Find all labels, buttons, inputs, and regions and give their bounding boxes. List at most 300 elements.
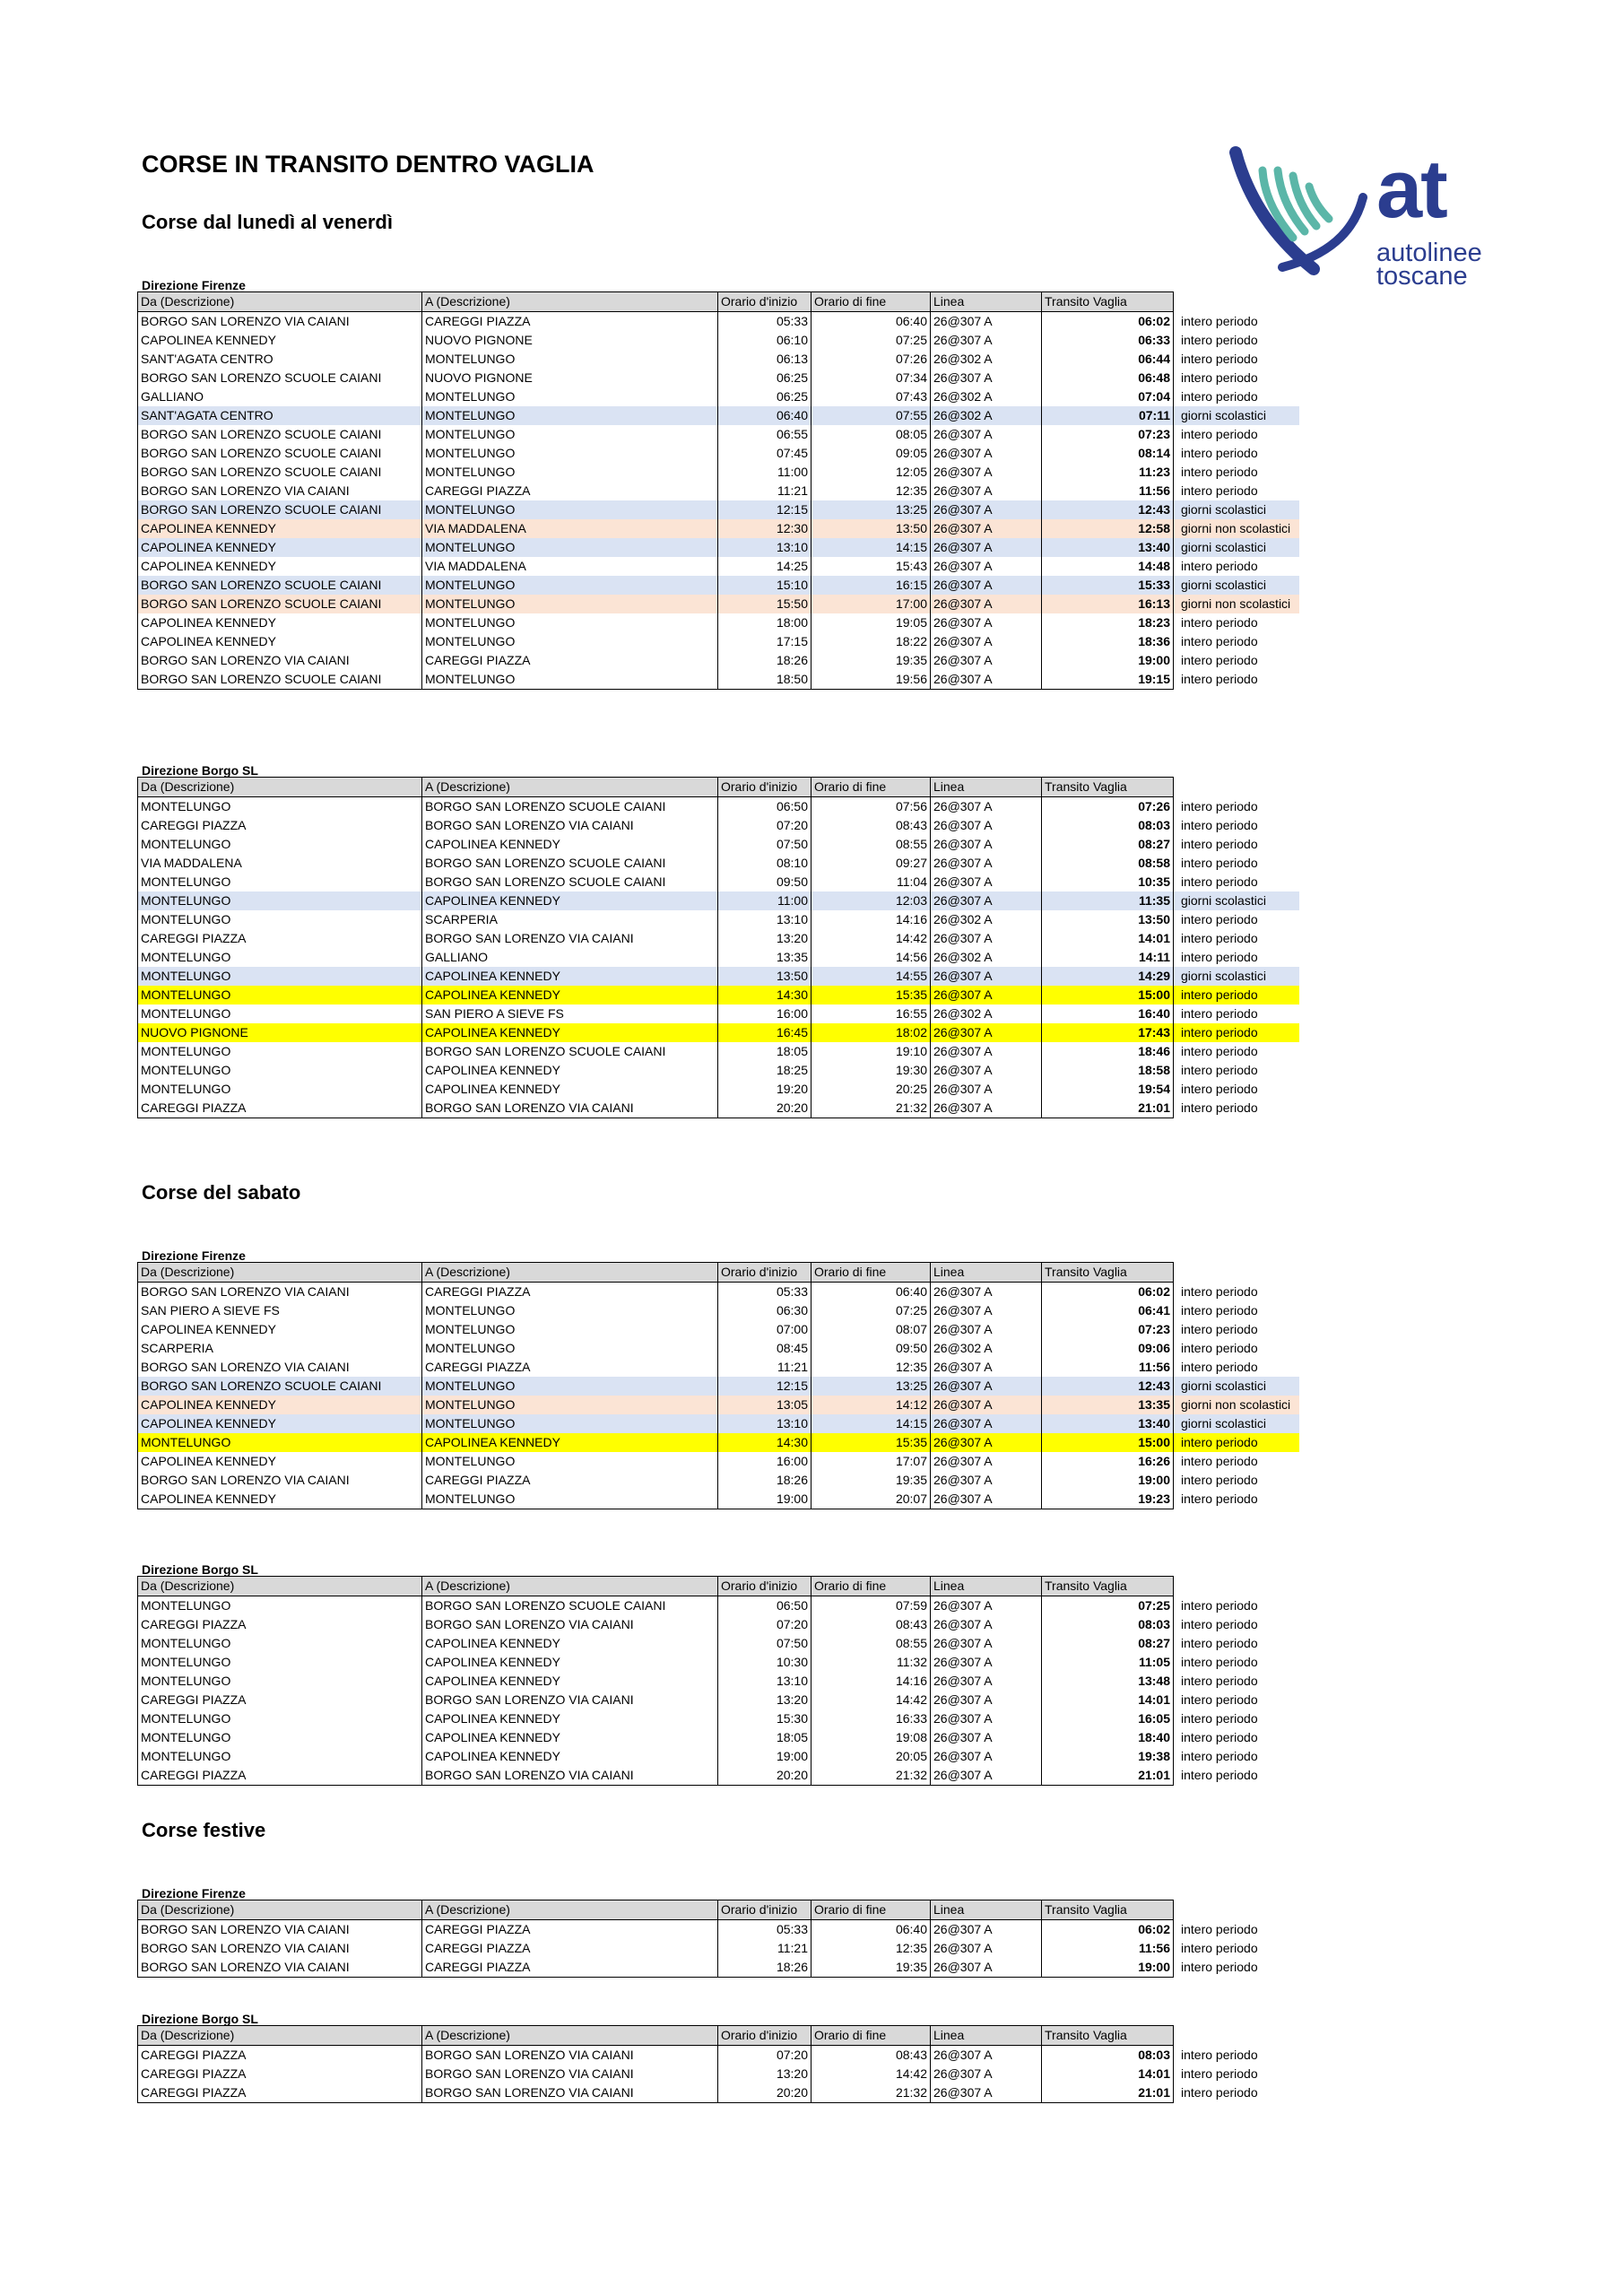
period-note: giorni scolastici bbox=[1174, 967, 1299, 986]
period-note: intero periodo bbox=[1181, 912, 1258, 926]
start-time-cell: 20:20 bbox=[718, 1099, 812, 1118]
to-cell: MONTELUNGO bbox=[422, 463, 718, 482]
end-time-cell: 14:42 bbox=[812, 1691, 931, 1709]
to-cell: CAPOLINEA KENNEDY bbox=[422, 1653, 718, 1672]
transit-time-cell: 19:00 bbox=[1042, 651, 1174, 670]
line-cell: 26@302 A bbox=[931, 948, 1042, 967]
transit-time-cell: 09:06 bbox=[1042, 1339, 1174, 1358]
transit-time-cell: 21:01 bbox=[1042, 2083, 1174, 2103]
start-time-cell: 17:15 bbox=[718, 632, 812, 651]
end-time-cell: 19:56 bbox=[812, 670, 931, 690]
from-cell: CAPOLINEA KENNEDY bbox=[138, 632, 422, 651]
table-row bbox=[138, 632, 1299, 651]
start-time-cell: 18:25 bbox=[718, 1061, 812, 1080]
line-cell: 26@307 A bbox=[931, 1653, 1042, 1672]
transit-time-cell: 08:27 bbox=[1042, 835, 1174, 854]
end-time-cell: 14:15 bbox=[812, 1414, 931, 1433]
end-time-cell: 08:07 bbox=[812, 1320, 931, 1339]
from-cell: CAREGGI PIAZZA bbox=[138, 2046, 422, 2066]
from-cell: CAREGGI PIAZZA bbox=[138, 1766, 422, 1786]
table-row bbox=[138, 482, 1299, 500]
from-cell: BORGO SAN LORENZO SCUOLE CAIANI bbox=[138, 670, 422, 690]
to-cell: CAPOLINEA KENNEDY bbox=[422, 891, 718, 910]
to-cell: CAPOLINEA KENNEDY bbox=[422, 1061, 718, 1080]
direction-label: Direzione Firenze bbox=[142, 1886, 246, 1900]
period-note: intero periodo bbox=[1181, 370, 1258, 385]
to-cell: SCARPERIA bbox=[422, 910, 718, 929]
table-row bbox=[138, 463, 1299, 482]
end-time-cell: 14:56 bbox=[812, 948, 931, 967]
to-cell: NUOVO PIGNONE bbox=[422, 331, 718, 350]
line-cell: 26@307 A bbox=[931, 1377, 1042, 1396]
end-time-cell: 13:25 bbox=[812, 500, 931, 519]
start-time-cell: 08:45 bbox=[718, 1339, 812, 1358]
column-header: Linea bbox=[931, 778, 1042, 797]
table-row bbox=[138, 557, 1299, 576]
column-header: Transito Vaglia bbox=[1042, 1577, 1174, 1596]
logo-line1: autolinee bbox=[1376, 239, 1482, 267]
period-note: intero periodo bbox=[1181, 1674, 1258, 1688]
from-cell: SAN PIERO A SIEVE FS bbox=[138, 1301, 422, 1320]
transit-time-cell: 14:01 bbox=[1042, 1691, 1174, 1709]
transit-time-cell: 07:04 bbox=[1042, 387, 1174, 406]
start-time-cell: 20:20 bbox=[718, 1766, 812, 1786]
end-time-cell: 09:50 bbox=[812, 1339, 931, 1358]
table-row bbox=[138, 1023, 1299, 1042]
timetable bbox=[137, 291, 1299, 690]
page-title: CORSE IN TRANSITO DENTRO VAGLIA bbox=[142, 151, 595, 178]
line-cell: 26@307 A bbox=[931, 1433, 1042, 1452]
table-row bbox=[138, 538, 1299, 557]
to-cell: MONTELUNGO bbox=[422, 444, 718, 463]
from-cell: CAPOLINEA KENNEDY bbox=[138, 538, 422, 557]
column-header: Orario d'inizio bbox=[718, 1900, 812, 1920]
transit-time-cell: 11:23 bbox=[1042, 463, 1174, 482]
line-cell: 26@307 A bbox=[931, 651, 1042, 670]
to-cell: BORGO SAN LORENZO VIA CAIANI bbox=[422, 2065, 718, 2083]
transit-time-cell: 08:03 bbox=[1042, 2046, 1174, 2066]
end-time-cell: 07:59 bbox=[812, 1596, 931, 1616]
to-cell: CAPOLINEA KENNEDY bbox=[422, 1433, 718, 1452]
transit-time-cell: 19:23 bbox=[1042, 1490, 1174, 1509]
transit-time-cell: 11:56 bbox=[1042, 1358, 1174, 1377]
table-row bbox=[138, 576, 1299, 595]
line-cell: 26@307 A bbox=[931, 576, 1042, 595]
transit-time-cell: 18:58 bbox=[1042, 1061, 1174, 1080]
table-row bbox=[138, 1709, 1299, 1728]
line-cell: 26@307 A bbox=[931, 1691, 1042, 1709]
start-time-cell: 18:00 bbox=[718, 613, 812, 632]
from-cell: MONTELUNGO bbox=[138, 835, 422, 854]
transit-time-cell: 08:14 bbox=[1042, 444, 1174, 463]
start-time-cell: 06:25 bbox=[718, 387, 812, 406]
table-row bbox=[138, 891, 1299, 910]
transit-time-cell: 12:43 bbox=[1042, 500, 1174, 519]
column-header: Da (Descrizione) bbox=[138, 778, 422, 797]
column-header: Da (Descrizione) bbox=[138, 2026, 422, 2046]
column-header: Orario d'inizio bbox=[718, 1577, 812, 1596]
header-spacer bbox=[1174, 1263, 1299, 1283]
to-cell: BORGO SAN LORENZO SCUOLE CAIANI bbox=[422, 873, 718, 891]
column-header: Linea bbox=[931, 1577, 1042, 1596]
from-cell: BORGO SAN LORENZO SCUOLE CAIANI bbox=[138, 576, 422, 595]
end-time-cell: 14:42 bbox=[812, 2065, 931, 2083]
table-row bbox=[138, 613, 1299, 632]
line-cell: 26@307 A bbox=[931, 482, 1042, 500]
start-time-cell: 07:20 bbox=[718, 816, 812, 835]
period-note: intero periodo bbox=[1181, 950, 1258, 964]
start-time-cell: 12:15 bbox=[718, 500, 812, 519]
column-header: Transito Vaglia bbox=[1042, 778, 1174, 797]
table-row bbox=[138, 967, 1299, 986]
column-header: Orario d'inizio bbox=[718, 2026, 812, 2046]
period-note: intero periodo bbox=[1181, 1082, 1258, 1096]
end-time-cell: 06:40 bbox=[812, 312, 931, 332]
to-cell: BORGO SAN LORENZO SCUOLE CAIANI bbox=[422, 1042, 718, 1061]
from-cell: BORGO SAN LORENZO SCUOLE CAIANI bbox=[138, 369, 422, 387]
table-row bbox=[138, 929, 1299, 948]
table-row bbox=[138, 797, 1299, 817]
period-note: intero periodo bbox=[1181, 446, 1258, 460]
end-time-cell: 07:56 bbox=[812, 797, 931, 817]
line-cell: 26@307 A bbox=[931, 1471, 1042, 1490]
transit-time-cell: 07:26 bbox=[1042, 797, 1174, 817]
line-cell: 26@307 A bbox=[931, 1283, 1042, 1302]
to-cell: BORGO SAN LORENZO VIA CAIANI bbox=[422, 2046, 718, 2066]
from-cell: BORGO SAN LORENZO SCUOLE CAIANI bbox=[138, 444, 422, 463]
line-cell: 26@307 A bbox=[931, 369, 1042, 387]
line-cell: 26@307 A bbox=[931, 463, 1042, 482]
to-cell: MONTELUNGO bbox=[422, 425, 718, 444]
from-cell: CAREGGI PIAZZA bbox=[138, 929, 422, 948]
transit-time-cell: 19:54 bbox=[1042, 1080, 1174, 1099]
column-header: Da (Descrizione) bbox=[138, 292, 422, 312]
end-time-cell: 14:12 bbox=[812, 1396, 931, 1414]
period-note: intero periodo bbox=[1181, 1921, 1258, 1936]
line-cell: 26@307 A bbox=[931, 1301, 1042, 1320]
start-time-cell: 11:21 bbox=[718, 482, 812, 500]
start-time-cell: 13:35 bbox=[718, 948, 812, 967]
timetable bbox=[137, 1262, 1299, 1509]
transit-time-cell: 18:23 bbox=[1042, 613, 1174, 632]
line-cell: 26@307 A bbox=[931, 1099, 1042, 1118]
end-time-cell: 08:05 bbox=[812, 425, 931, 444]
period-note: intero periodo bbox=[1181, 1768, 1258, 1783]
from-cell: SCARPERIA bbox=[138, 1339, 422, 1358]
to-cell: MONTELUNGO bbox=[422, 1301, 718, 1320]
transit-time-cell: 18:36 bbox=[1042, 632, 1174, 651]
to-cell: CAREGGI PIAZZA bbox=[422, 1939, 718, 1958]
start-time-cell: 08:10 bbox=[718, 854, 812, 873]
transit-time-cell: 11:56 bbox=[1042, 1939, 1174, 1958]
start-time-cell: 07:50 bbox=[718, 835, 812, 854]
from-cell: MONTELUNGO bbox=[138, 1080, 422, 1099]
line-cell: 26@302 A bbox=[931, 1339, 1042, 1358]
header-spacer bbox=[1174, 778, 1299, 797]
transit-time-cell: 12:43 bbox=[1042, 1377, 1174, 1396]
section-title: Corse dal lunedì al venerdì bbox=[142, 211, 393, 233]
period-note: intero periodo bbox=[1181, 559, 1258, 573]
table-row bbox=[138, 1939, 1299, 1958]
table-row bbox=[138, 1042, 1299, 1061]
to-cell: MONTELUNGO bbox=[422, 406, 718, 425]
to-cell: CAPOLINEA KENNEDY bbox=[422, 1080, 718, 1099]
start-time-cell: 18:50 bbox=[718, 670, 812, 690]
period-note: intero periodo bbox=[1181, 465, 1258, 479]
period-note: intero periodo bbox=[1181, 1617, 1258, 1631]
transit-time-cell: 16:40 bbox=[1042, 1004, 1174, 1023]
column-header: A (Descrizione) bbox=[422, 778, 718, 797]
table-row bbox=[138, 1691, 1299, 1709]
transit-time-cell: 11:56 bbox=[1042, 482, 1174, 500]
table-row bbox=[138, 1414, 1299, 1433]
transit-time-cell: 15:00 bbox=[1042, 1433, 1174, 1452]
transit-time-cell: 19:00 bbox=[1042, 1958, 1174, 1978]
line-cell: 26@307 A bbox=[931, 632, 1042, 651]
end-time-cell: 06:40 bbox=[812, 1283, 931, 1302]
column-header: Linea bbox=[931, 1263, 1042, 1283]
period-note: intero periodo bbox=[1181, 672, 1258, 687]
to-cell: BORGO SAN LORENZO SCUOLE CAIANI bbox=[422, 854, 718, 873]
to-cell: MONTELUNGO bbox=[422, 350, 718, 369]
line-cell: 26@307 A bbox=[931, 1042, 1042, 1061]
table-row bbox=[138, 1766, 1299, 1786]
to-cell: MONTELUNGO bbox=[422, 538, 718, 557]
line-cell: 26@307 A bbox=[931, 797, 1042, 817]
transit-time-cell: 08:03 bbox=[1042, 1615, 1174, 1634]
start-time-cell: 12:15 bbox=[718, 1377, 812, 1396]
period-note: intero periodo bbox=[1181, 483, 1258, 498]
table-row bbox=[138, 369, 1299, 387]
start-time-cell: 06:10 bbox=[718, 331, 812, 350]
end-time-cell: 20:25 bbox=[812, 1080, 931, 1099]
period-note: intero periodo bbox=[1181, 1749, 1258, 1763]
table-row bbox=[138, 1004, 1299, 1023]
table-row bbox=[138, 670, 1299, 690]
table-row bbox=[138, 1471, 1299, 1490]
start-time-cell: 16:45 bbox=[718, 1023, 812, 1042]
start-time-cell: 06:30 bbox=[718, 1301, 812, 1320]
start-time-cell: 10:30 bbox=[718, 1653, 812, 1672]
from-cell: MONTELUNGO bbox=[138, 986, 422, 1004]
end-time-cell: 15:43 bbox=[812, 557, 931, 576]
end-time-cell: 21:32 bbox=[812, 2083, 931, 2103]
start-time-cell: 13:20 bbox=[718, 2065, 812, 2083]
end-time-cell: 19:35 bbox=[812, 1958, 931, 1978]
start-time-cell: 09:50 bbox=[718, 873, 812, 891]
table-row bbox=[138, 873, 1299, 891]
table-header-row bbox=[138, 778, 1299, 797]
table-row bbox=[138, 1672, 1299, 1691]
header-spacer bbox=[1174, 292, 1299, 312]
table-row bbox=[138, 854, 1299, 873]
line-cell: 26@307 A bbox=[931, 1672, 1042, 1691]
transit-time-cell: 21:01 bbox=[1042, 1099, 1174, 1118]
table-header-row bbox=[138, 1263, 1299, 1283]
table-row bbox=[138, 948, 1299, 967]
end-time-cell: 15:35 bbox=[812, 986, 931, 1004]
from-cell: CAREGGI PIAZZA bbox=[138, 1099, 422, 1118]
from-cell: MONTELUNGO bbox=[138, 1747, 422, 1766]
end-time-cell: 12:35 bbox=[812, 1939, 931, 1958]
logo-wordmark: at bbox=[1376, 144, 1446, 235]
line-cell: 26@302 A bbox=[931, 350, 1042, 369]
table-row bbox=[138, 444, 1299, 463]
table-row bbox=[138, 1061, 1299, 1080]
column-header: Da (Descrizione) bbox=[138, 1263, 422, 1283]
end-time-cell: 19:35 bbox=[812, 651, 931, 670]
to-cell: GALLIANO bbox=[422, 948, 718, 967]
period-note: intero periodo bbox=[1181, 615, 1258, 630]
to-cell: SAN PIERO A SIEVE FS bbox=[422, 1004, 718, 1023]
column-header: Orario di fine bbox=[812, 778, 931, 797]
start-time-cell: 18:05 bbox=[718, 1042, 812, 1061]
table-row bbox=[138, 2046, 1299, 2066]
period-note: intero periodo bbox=[1174, 986, 1299, 1004]
to-cell: BORGO SAN LORENZO VIA CAIANI bbox=[422, 2083, 718, 2103]
start-time-cell: 20:20 bbox=[718, 2083, 812, 2103]
line-cell: 26@307 A bbox=[931, 538, 1042, 557]
from-cell: BORGO SAN LORENZO VIA CAIANI bbox=[138, 312, 422, 332]
transit-time-cell: 14:11 bbox=[1042, 948, 1174, 967]
end-time-cell: 07:25 bbox=[812, 1301, 931, 1320]
transit-time-cell: 19:38 bbox=[1042, 1747, 1174, 1766]
column-header: Orario di fine bbox=[812, 292, 931, 312]
transit-time-cell: 14:01 bbox=[1042, 2065, 1174, 2083]
column-header: Transito Vaglia bbox=[1042, 2026, 1174, 2046]
column-header: Transito Vaglia bbox=[1042, 292, 1174, 312]
from-cell: MONTELUNGO bbox=[138, 1653, 422, 1672]
line-cell: 26@307 A bbox=[931, 929, 1042, 948]
line-cell: 26@307 A bbox=[931, 1920, 1042, 1940]
column-header: A (Descrizione) bbox=[422, 1577, 718, 1596]
direction-label: Direzione Borgo SL bbox=[142, 763, 258, 778]
line-cell: 26@307 A bbox=[931, 613, 1042, 632]
end-time-cell: 17:07 bbox=[812, 1452, 931, 1471]
section-title: Corse del sabato bbox=[142, 1181, 301, 1204]
period-note: intero periodo bbox=[1181, 653, 1258, 667]
line-cell: 26@302 A bbox=[931, 387, 1042, 406]
timetable bbox=[137, 1900, 1299, 1978]
to-cell: BORGO SAN LORENZO VIA CAIANI bbox=[422, 1099, 718, 1118]
to-cell: VIA MADDALENA bbox=[422, 519, 718, 538]
start-time-cell: 13:05 bbox=[718, 1396, 812, 1414]
column-header: Orario d'inizio bbox=[718, 778, 812, 797]
table-row bbox=[138, 312, 1299, 332]
column-header: Transito Vaglia bbox=[1042, 1263, 1174, 1283]
end-time-cell: 19:08 bbox=[812, 1728, 931, 1747]
to-cell: CAREGGI PIAZZA bbox=[422, 651, 718, 670]
period-note: intero periodo bbox=[1181, 1941, 1258, 1955]
start-time-cell: 07:50 bbox=[718, 1634, 812, 1653]
from-cell: MONTELUNGO bbox=[138, 1061, 422, 1080]
from-cell: CAPOLINEA KENNEDY bbox=[138, 1396, 422, 1414]
period-note: giorni non scolastici bbox=[1174, 519, 1299, 538]
table-row bbox=[138, 350, 1299, 369]
from-cell: BORGO SAN LORENZO VIA CAIANI bbox=[138, 651, 422, 670]
period-note: intero periodo bbox=[1181, 1454, 1258, 1468]
end-time-cell: 07:34 bbox=[812, 369, 931, 387]
from-cell: MONTELUNGO bbox=[138, 967, 422, 986]
end-time-cell: 11:04 bbox=[812, 873, 931, 891]
to-cell: CAPOLINEA KENNEDY bbox=[422, 1747, 718, 1766]
to-cell: MONTELUNGO bbox=[422, 1452, 718, 1471]
period-note: intero periodo bbox=[1181, 1322, 1258, 1336]
line-cell: 26@307 A bbox=[931, 670, 1042, 690]
timetable bbox=[137, 2025, 1299, 2103]
start-time-cell: 06:50 bbox=[718, 1596, 812, 1616]
line-cell: 26@307 A bbox=[931, 595, 1042, 613]
period-note: giorni non scolastici bbox=[1174, 595, 1299, 613]
table-row bbox=[138, 1747, 1299, 1766]
column-header: Da (Descrizione) bbox=[138, 1900, 422, 1920]
end-time-cell: 08:43 bbox=[812, 2046, 931, 2066]
to-cell: BORGO SAN LORENZO VIA CAIANI bbox=[422, 1766, 718, 1786]
start-time-cell: 06:55 bbox=[718, 425, 812, 444]
period-note: intero periodo bbox=[1181, 389, 1258, 404]
timetable bbox=[137, 1576, 1299, 1786]
column-header: Orario di fine bbox=[812, 1900, 931, 1920]
from-cell: CAREGGI PIAZZA bbox=[138, 1691, 422, 1709]
period-note: giorni scolastici bbox=[1174, 406, 1299, 425]
from-cell: BORGO SAN LORENZO SCUOLE CAIANI bbox=[138, 1377, 422, 1396]
to-cell: CAREGGI PIAZZA bbox=[422, 312, 718, 332]
end-time-cell: 08:55 bbox=[812, 1634, 931, 1653]
from-cell: MONTELUNGO bbox=[138, 1433, 422, 1452]
to-cell: CAPOLINEA KENNEDY bbox=[422, 1634, 718, 1653]
end-time-cell: 14:55 bbox=[812, 967, 931, 986]
start-time-cell: 06:13 bbox=[718, 350, 812, 369]
line-cell: 26@307 A bbox=[931, 312, 1042, 332]
to-cell: CAPOLINEA KENNEDY bbox=[422, 1023, 718, 1042]
from-cell: CAPOLINEA KENNEDY bbox=[138, 519, 422, 538]
header-spacer bbox=[1174, 1900, 1299, 1920]
from-cell: BORGO SAN LORENZO SCUOLE CAIANI bbox=[138, 595, 422, 613]
period-note: giorni scolastici bbox=[1174, 1414, 1299, 1433]
table-row bbox=[138, 1358, 1299, 1377]
period-note: intero periodo bbox=[1181, 2066, 1258, 2081]
to-cell: CAPOLINEA KENNEDY bbox=[422, 1672, 718, 1691]
table-row bbox=[138, 2083, 1299, 2103]
period-note: intero periodo bbox=[1181, 798, 1258, 813]
header-spacer bbox=[1174, 2026, 1299, 2046]
from-cell: MONTELUNGO bbox=[138, 948, 422, 967]
line-cell: 26@307 A bbox=[931, 2046, 1042, 2066]
from-cell: BORGO SAN LORENZO VIA CAIANI bbox=[138, 1939, 422, 1958]
start-time-cell: 19:00 bbox=[718, 1747, 812, 1766]
to-cell: MONTELUNGO bbox=[422, 576, 718, 595]
end-time-cell: 19:30 bbox=[812, 1061, 931, 1080]
start-time-cell: 07:00 bbox=[718, 1320, 812, 1339]
direction-label: Direzione Firenze bbox=[142, 1248, 246, 1263]
from-cell: CAPOLINEA KENNEDY bbox=[138, 1414, 422, 1433]
line-cell: 26@307 A bbox=[931, 1939, 1042, 1958]
period-note: intero periodo bbox=[1181, 1360, 1258, 1374]
end-time-cell: 07:26 bbox=[812, 350, 931, 369]
transit-time-cell: 08:58 bbox=[1042, 854, 1174, 873]
period-note: intero periodo bbox=[1181, 856, 1258, 870]
transit-time-cell: 14:01 bbox=[1042, 929, 1174, 948]
period-note: intero periodo bbox=[1181, 1492, 1258, 1507]
table-row bbox=[138, 1490, 1299, 1509]
period-note: intero periodo bbox=[1181, 1597, 1258, 1613]
end-time-cell: 14:15 bbox=[812, 538, 931, 557]
from-cell: CAPOLINEA KENNEDY bbox=[138, 1452, 422, 1471]
table-row bbox=[138, 986, 1299, 1004]
column-header: Transito Vaglia bbox=[1042, 1900, 1174, 1920]
column-header: Orario d'inizio bbox=[718, 292, 812, 312]
column-header: Orario d'inizio bbox=[718, 1263, 812, 1283]
